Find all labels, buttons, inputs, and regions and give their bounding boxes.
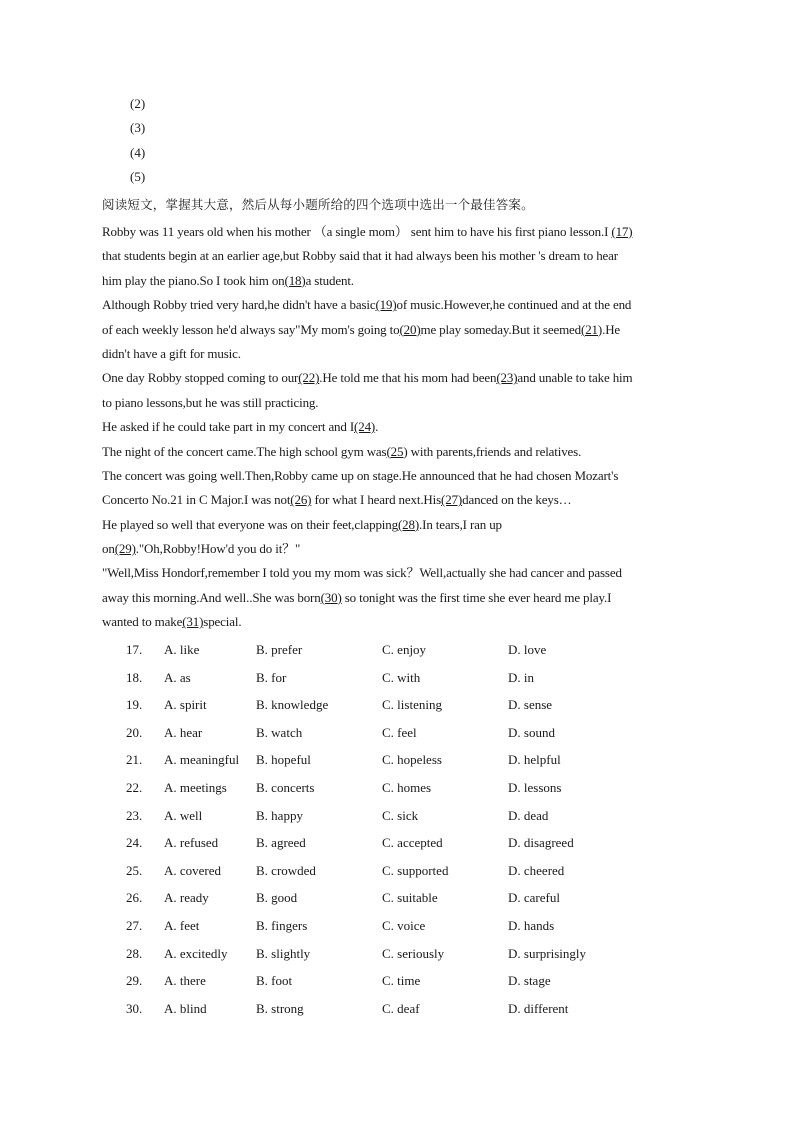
question-number: 26. [126, 890, 143, 906]
question-row [126, 916, 686, 936]
passage-text: .He told me that his mom had been [319, 370, 497, 386]
option-b[interactable]: B. foot [256, 973, 293, 989]
question-row [126, 999, 686, 1019]
sub-item: (3) [130, 120, 146, 135]
option-d[interactable]: D. sense [508, 697, 553, 713]
option-c[interactable]: C. accepted [382, 835, 443, 851]
passage-text: of music.However,he continued and at the end [396, 297, 632, 313]
option-d[interactable]: D. dead [508, 807, 549, 823]
passage-line [102, 513, 702, 537]
passage-text: for what I heard next.His [311, 492, 442, 508]
question-number: 22. [126, 780, 143, 795]
option-b[interactable]: B. good [256, 890, 298, 906]
passage-text: .He [602, 321, 621, 337]
question-number: 28. [126, 945, 143, 961]
passage-line [102, 488, 702, 512]
passage-text: a student. [305, 272, 354, 288]
question-row [126, 778, 686, 798]
option-a[interactable]: A. ready [164, 890, 209, 906]
option-d[interactable]: D. helpful [508, 752, 561, 768]
question-row [126, 806, 686, 826]
passage-text: The night of the concert came.The high school gym was [102, 443, 387, 459]
passage-line [102, 293, 702, 317]
option-b[interactable]: B. agreed [256, 835, 306, 851]
question-row [126, 861, 686, 881]
question-row [126, 888, 686, 908]
question-number: 29. [126, 973, 143, 989]
question-number: 19. [126, 697, 143, 713]
option-d[interactable]: D. disagreed [508, 835, 574, 851]
option-d[interactable]: D. lessons [508, 780, 562, 795]
option-d[interactable]: D. hands [508, 918, 555, 933]
passage-text: One day Robby stopped coming to our [102, 370, 299, 386]
option-c[interactable]: C. voice [382, 918, 426, 933]
passage-text: The concert was going well.Then,Robby came up on stage.He announced that he had chosen Mozart's [102, 467, 619, 483]
passage-text: .In tears,I ran up [419, 516, 502, 532]
option-c[interactable]: C. homes [382, 780, 432, 795]
option-a[interactable]: A. meaningful [164, 752, 240, 768]
option-a[interactable]: A. meetings [164, 780, 227, 795]
option-b[interactable]: B. for [256, 669, 287, 685]
reading-passage [102, 220, 702, 635]
option-d[interactable]: D. stage [508, 973, 551, 989]
section-instruction: 阅读短文，掌握其大意，然后从每小题所给的四个选项中选出一个最佳答案。 [102, 197, 534, 212]
option-c[interactable]: C. seriously [382, 945, 445, 961]
option-d[interactable]: D. cheered [508, 862, 565, 878]
passage-line [102, 586, 702, 610]
option-b[interactable]: B. hopeful [256, 752, 311, 768]
passage-text: Robby was 11 years old when his mother （a single mom） sent him to have his first piano lesson.I [102, 224, 612, 239]
option-b[interactable]: B. slightly [256, 945, 311, 961]
blank-marker: (17) [611, 224, 633, 239]
option-a[interactable]: A. well [164, 807, 203, 823]
passage-text: danced on the keys… [462, 492, 572, 508]
option-b[interactable]: B. strong [256, 1000, 304, 1016]
passage-text: that students begin at an earlier age,but Robby said that it had always been his mother 's dream to hear [102, 248, 618, 264]
question-number: 20. [126, 724, 143, 740]
blank-marker: (18) [284, 272, 306, 288]
option-a[interactable]: A. like [164, 642, 200, 657]
blank-marker: (28) [397, 516, 420, 532]
option-b[interactable]: B. prefer [256, 642, 303, 657]
option-b[interactable]: B. watch [256, 724, 303, 740]
option-b[interactable]: B. concerts [256, 780, 315, 795]
question-number: 27. [126, 918, 143, 933]
passage-text: to piano lessons,but he was still practicing. [102, 394, 319, 410]
question-row [126, 640, 686, 660]
question-number: 25. [126, 862, 143, 878]
option-c[interactable]: C. deaf [382, 1000, 420, 1016]
passage-text: Concerto No.21 in C Major.I was not [102, 492, 291, 508]
option-c[interactable]: C. suitable [382, 890, 438, 906]
question-row [126, 971, 686, 991]
passage-text: ."Oh,Robby!How'd you do it？" [135, 541, 301, 557]
passage-line [102, 415, 702, 439]
blank-marker: (26) [290, 492, 312, 508]
question-number: 23. [126, 807, 143, 823]
question-number: 21. [126, 752, 143, 768]
question-row [126, 668, 686, 688]
option-a[interactable]: A. as [164, 669, 191, 685]
question-row [126, 944, 686, 964]
question-number: 24. [126, 835, 143, 851]
passage-text: didn't have a gift for music. [102, 345, 241, 361]
passage-line [102, 464, 702, 488]
option-a[interactable]: A. there [164, 973, 206, 989]
option-b[interactable]: B. crowded [256, 862, 316, 878]
passage-line [102, 537, 702, 561]
blank-marker: (19) [375, 297, 397, 313]
passage-text: with parents,friends and relatives. [407, 443, 582, 459]
passage-text: him play the piano.So I took him on [102, 272, 285, 288]
option-c[interactable]: C. hopeless [382, 752, 442, 768]
option-b[interactable]: B. happy [256, 807, 303, 823]
passage-text: on [102, 541, 115, 557]
sub-item: (4) [130, 145, 146, 160]
blank-marker: (27) [441, 492, 463, 508]
question-row [126, 750, 686, 770]
option-c[interactable]: C. enjoy [382, 642, 427, 657]
option-a[interactable]: A. feet [164, 918, 200, 933]
passage-text: away this morning.And well..She was born [102, 589, 321, 605]
blank-marker: (30) [320, 589, 342, 605]
question-row [126, 833, 686, 853]
question-row [126, 695, 686, 715]
option-a[interactable]: A. spirit [164, 697, 207, 713]
option-c[interactable]: C. feel [382, 724, 417, 740]
option-b[interactable]: B. fingers [256, 918, 308, 933]
question-number: 30. [126, 1000, 143, 1016]
passage-line [102, 244, 702, 268]
option-c[interactable]: C. listening [382, 697, 442, 713]
blank-marker: (22) [298, 370, 320, 386]
passage-text: me play someday.But it seemed [420, 321, 582, 337]
passage-line [102, 440, 702, 464]
blank-marker: (29) [114, 541, 136, 557]
passage-text: Although Robby tried very hard,he didn't have a basic [102, 297, 376, 313]
blank-marker: (31) [182, 614, 204, 630]
option-a[interactable]: A. excitedly [164, 945, 228, 961]
option-d[interactable]: D. love [508, 642, 547, 657]
option-d[interactable]: D. different [508, 1000, 569, 1016]
blank-marker: (23) [496, 370, 518, 386]
passage-line [102, 220, 702, 244]
passage-line [102, 610, 702, 634]
blank-marker: (20) [399, 321, 421, 337]
option-a[interactable]: A. blind [164, 1000, 207, 1016]
option-b[interactable]: B. knowledge [256, 697, 329, 713]
option-d[interactable]: D. in [508, 669, 534, 685]
passage-text: of each weekly lesson he'd always say"My mom's going to [102, 321, 400, 337]
option-c[interactable]: C. supported [382, 862, 449, 878]
option-c[interactable]: C. sick [382, 807, 419, 823]
passage-text: special. [203, 614, 242, 630]
blank-marker: (25) [386, 443, 408, 459]
passage-text: and unable to take him [517, 370, 633, 386]
passage-text: He asked if he could take part in my concert and I [102, 419, 355, 435]
question-row [126, 723, 686, 743]
question-number: 18. [126, 669, 143, 685]
option-c[interactable]: C. time [382, 973, 421, 989]
passage-line [102, 561, 702, 585]
option-d[interactable]: D. sound [508, 724, 555, 740]
option-d[interactable]: D. surprisingly [508, 945, 586, 961]
question-number: 17. [126, 642, 143, 657]
option-a[interactable]: A. covered [164, 862, 222, 878]
passage-line [102, 366, 702, 390]
passage-text: He played so well that everyone was on their feet,clapping [102, 516, 398, 532]
passage-line [102, 269, 702, 293]
blank-marker: (24) [354, 419, 376, 435]
passage-text: "Well,Miss Hondorf,remember I told you my mom was sick？Well,actually she had cancer and passed [102, 565, 622, 581]
passage-text: so tonight was the first time she ever heard me play.I [341, 589, 612, 605]
passage-line [102, 342, 702, 366]
blank-marker: (21) [581, 321, 603, 337]
passage-text: . [375, 419, 379, 435]
option-d[interactable]: D. careful [508, 890, 560, 906]
passage-line [102, 391, 702, 415]
sub-item: (5) [130, 169, 146, 184]
option-a[interactable]: A. refused [164, 835, 219, 851]
sub-item: (2) [130, 96, 146, 111]
option-c[interactable]: C. with [382, 669, 421, 685]
option-a[interactable]: A. hear [164, 724, 203, 740]
passage-line [102, 318, 702, 342]
passage-text: wanted to make [102, 614, 183, 630]
